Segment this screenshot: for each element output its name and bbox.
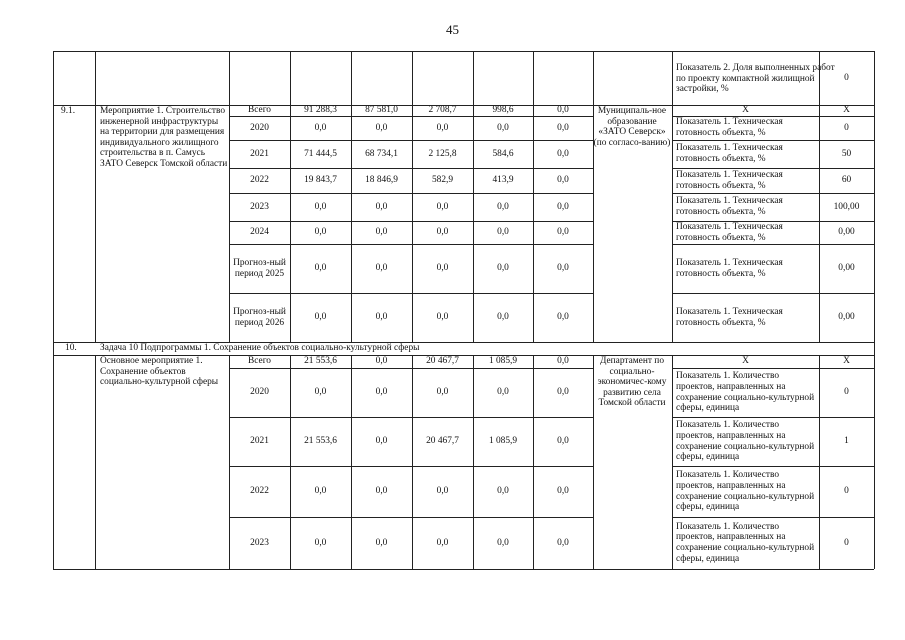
grid-line (672, 244, 874, 245)
indicator-value: Х (843, 105, 850, 116)
grid-line (351, 355, 352, 569)
activity-name: Основное мероприятие 1. Сохранение объектов социально-культурной сферы (100, 356, 219, 388)
indicator-cell: Показатель 1. Техническая готовность объекта, % (676, 169, 783, 191)
grid-line (672, 368, 874, 369)
total-cell: 0,0 (314, 312, 327, 323)
regional-cell: 0,0 (436, 312, 449, 323)
year-cell: Всего (248, 356, 271, 367)
extra-cell: 0,0 (557, 201, 569, 212)
federal-cell: 0,0 (375, 122, 388, 133)
regional-cell: 0,0 (436, 537, 449, 548)
regional-cell: 582,9 (431, 175, 454, 186)
year-cell: 2023 (250, 537, 269, 548)
indicator-value: 0,00 (838, 312, 855, 323)
extra-cell: 0,0 (557, 387, 569, 398)
regional-cell: 0,0 (436, 122, 449, 133)
indicator-value: 60 (841, 175, 852, 186)
grid-line (672, 355, 673, 569)
extra-cell: 0,0 (557, 356, 569, 367)
total-cell: 0,0 (314, 201, 327, 212)
total-cell: 21 553,6 (304, 436, 337, 447)
local-cell: 998,6 (492, 105, 514, 116)
federal-cell: 0,0 (375, 436, 388, 447)
total-cell: 71 444,5 (304, 148, 337, 159)
grid-line (672, 293, 874, 294)
indicator-value: 1 (844, 436, 849, 447)
grid-line (229, 466, 593, 467)
regional-cell: 0,0 (436, 201, 449, 212)
grid-line (53, 51, 874, 52)
total-cell: 0,0 (314, 537, 327, 548)
grid-line (290, 355, 291, 569)
grid-line (874, 51, 875, 342)
regional-cell: 0,0 (436, 486, 449, 497)
grid-line (229, 244, 593, 245)
grid-line (819, 51, 820, 342)
row-number: 10. (65, 343, 77, 354)
regional-cell: 0,0 (436, 227, 449, 238)
grid-line (412, 51, 413, 342)
indicator-value: 50 (841, 148, 852, 159)
indicator-value: 0,00 (838, 227, 855, 238)
executor: Муниципаль-ное образование «ЗАТО Северск» (по согласо-ванию) (593, 106, 671, 148)
total-cell: 0,0 (314, 122, 327, 133)
local-cell: 0,0 (497, 227, 509, 238)
grid-line (412, 355, 413, 569)
indicator-value: 0,00 (838, 263, 855, 274)
federal-cell: 0,0 (375, 537, 388, 548)
local-cell: 0,0 (497, 201, 509, 212)
grid-line (672, 168, 874, 169)
grid-line (229, 193, 593, 194)
grid-line (593, 355, 594, 569)
grid-line (672, 517, 874, 518)
indicator-cell: Показатель 1. Техническая готовность объекта, % (676, 117, 783, 138)
grid-line (229, 355, 230, 569)
federal-cell: 18 846,9 (365, 175, 398, 186)
extra-cell: 0,0 (557, 312, 569, 323)
total-cell: 0,0 (314, 387, 327, 398)
grid-line (229, 368, 593, 369)
grid-line (53, 342, 874, 343)
local-cell: 0,0 (497, 387, 509, 398)
indicator-cell: Х (742, 356, 749, 367)
extra-cell: 0,0 (557, 227, 569, 238)
grid-line (53, 355, 874, 356)
year-cell: Прогноз-ный период 2026 (233, 306, 286, 328)
year-cell: Всего (248, 105, 271, 116)
federal-cell: 0,0 (375, 312, 388, 323)
grid-line (229, 517, 593, 518)
federal-cell: 0,0 (375, 387, 388, 398)
regional-cell: 20 467,7 (426, 356, 459, 367)
extra-cell: 0,0 (557, 263, 569, 274)
grid-line (229, 417, 593, 418)
indicator-cell: Показатель 1. Техническая готовность объекта, % (676, 221, 783, 243)
total-cell: 0,0 (314, 486, 327, 497)
regional-cell: 20 467,7 (426, 436, 459, 447)
grid-line (53, 569, 874, 570)
year-cell: 2020 (250, 122, 269, 133)
grid-line (672, 140, 874, 141)
grid-line (351, 51, 352, 342)
grid-line (593, 51, 594, 342)
grid-line (874, 342, 875, 355)
local-cell: 584,6 (492, 148, 514, 159)
row-number: 9.1. (61, 106, 76, 116)
grid-line (672, 116, 874, 117)
grid-line (53, 105, 874, 106)
total-cell: 19 843,7 (304, 175, 337, 186)
federal-cell: 0,0 (375, 201, 388, 212)
total-cell: 0,0 (314, 263, 327, 274)
grid-line (53, 51, 54, 342)
year-cell: 2022 (250, 486, 269, 497)
grid-line (473, 51, 474, 342)
grid-line (95, 51, 96, 342)
federal-cell: 68 734,1 (365, 148, 398, 159)
indicator-value: Х (843, 356, 850, 367)
indicator-cell: Показатель 1. Количество проектов, направленных на сохранение социально-культурной сферы, единица (676, 371, 815, 414)
grid-line (672, 51, 673, 342)
grid-line (229, 51, 230, 342)
indicator-cell: Показатель 1. Техническая готовность объекта, % (676, 143, 783, 164)
federal-cell: 0,0 (375, 227, 388, 238)
extra-cell: 0,0 (557, 537, 569, 548)
grid-line (874, 355, 875, 569)
grid-line (290, 51, 291, 342)
total-cell: 0,0 (314, 227, 327, 238)
indicator-cell: Показатель 1. Количество проектов, направленных на сохранение социально-культурной сферы, единица (676, 470, 815, 513)
indicator-cell: Показатель 1. Техническая готовность объекта, % (676, 196, 783, 217)
extra-cell: 0,0 (557, 175, 569, 186)
grid-line (533, 51, 534, 342)
year-cell: Прогноз-ный период 2025 (233, 257, 286, 279)
indicator-cell: Показатель 2. Доля выполненных работ по проекту компактной жилищной застройки, % (676, 63, 835, 95)
regional-cell: 0,0 (436, 263, 449, 274)
extra-cell: 0,0 (557, 148, 569, 159)
local-cell: 0,0 (497, 122, 509, 133)
grid-line (672, 193, 874, 194)
local-cell: 413,9 (492, 175, 514, 186)
federal-cell: 0,0 (375, 486, 388, 497)
grid-line (229, 116, 593, 117)
task-title: Задача 10 Подпрограммы 1. Сохранение объектов социально-культурной сферы (100, 343, 420, 354)
grid-line (533, 355, 534, 569)
regional-cell: 2 708,7 (428, 105, 457, 116)
local-cell: 1 085,9 (488, 436, 518, 447)
indicator-cell: Показатель 1. Количество проектов, направленных на сохранение социально-культурной сферы, единица (676, 521, 815, 564)
grid-line (229, 168, 593, 169)
indicator-cell: Показатель 1. Техническая готовность объекта, % (676, 257, 783, 279)
local-cell: 0,0 (497, 263, 509, 274)
extra-cell: 0,0 (557, 105, 569, 116)
grid-line (95, 355, 96, 569)
local-cell: 1 085,9 (488, 356, 518, 367)
grid-line (672, 221, 874, 222)
indicator-cell: Показатель 1. Количество проектов, направленных на сохранение социально-культурной сферы, единица (676, 420, 815, 463)
year-cell: 2023 (250, 201, 269, 212)
total-cell: 21 553,6 (304, 356, 337, 367)
year-cell: 2020 (250, 387, 269, 398)
extra-cell: 0,0 (557, 436, 569, 447)
indicator-value: 0 (844, 387, 849, 398)
indicator-cell: Х (742, 105, 749, 116)
indicator-value: 0 (844, 72, 849, 83)
extra-cell: 0,0 (557, 122, 569, 133)
page-number: 45 (446, 22, 459, 37)
grid-line (229, 140, 593, 141)
activity-name: Мероприятие 1. Строительство инженерной инфраструктуры на территории для размещения индивидуального жилищного строительства в п. Самусь ЗАТО Северск Томской области (100, 106, 228, 169)
regional-cell: 0,0 (436, 387, 449, 398)
executor: Департамент по социально-экономичес-кому развитию села Томской области (597, 356, 667, 409)
regional-cell: 2 125,8 (428, 148, 457, 159)
grid-line (672, 466, 874, 467)
federal-cell: 0,0 (375, 263, 388, 274)
local-cell: 0,0 (497, 486, 509, 497)
indicator-value: 0 (844, 122, 849, 133)
grid-line (672, 417, 874, 418)
indicator-value: 0 (844, 486, 849, 497)
grid-line (53, 342, 54, 355)
year-cell: 2024 (250, 227, 269, 238)
federal-cell: 87 581,0 (365, 105, 398, 116)
grid-line (53, 355, 54, 569)
grid-line (819, 355, 820, 569)
total-cell: 91 288,3 (304, 105, 337, 116)
year-cell: 2021 (250, 148, 269, 159)
grid-line (229, 221, 593, 222)
federal-cell: 0,0 (375, 356, 388, 367)
local-cell: 0,0 (497, 537, 509, 548)
budget-table (53, 51, 874, 569)
local-cell: 0,0 (497, 312, 509, 323)
year-cell: 2021 (250, 436, 269, 447)
indicator-value: 0 (844, 537, 849, 548)
grid-line (229, 293, 593, 294)
year-cell: 2022 (250, 175, 269, 186)
grid-line (473, 355, 474, 569)
extra-cell: 0,0 (557, 486, 569, 497)
indicator-value: 100,00 (833, 201, 860, 212)
indicator-cell: Показатель 1. Техническая готовность объекта, % (676, 306, 783, 328)
